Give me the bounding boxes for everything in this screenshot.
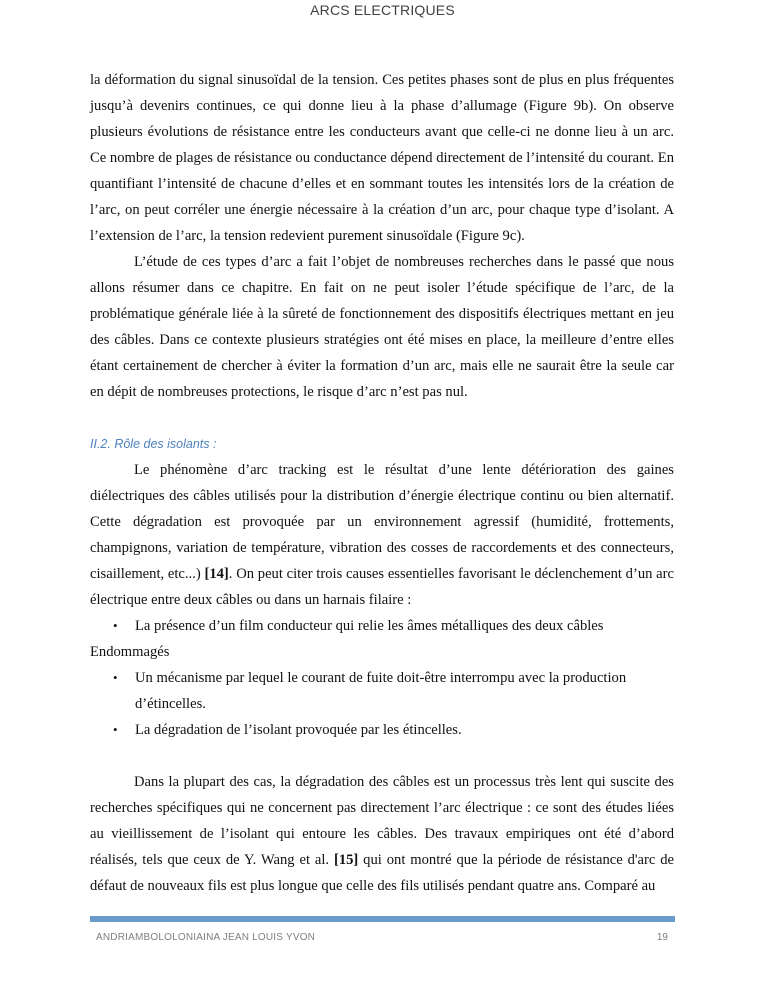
section-heading: II.2. Rôle des isolants : (90, 437, 217, 451)
bullet-icon: • (113, 670, 118, 685)
footer-divider (90, 916, 675, 922)
paragraph-arc-studies: L’étude de ces types d’arc a fait l’objet de nombreuses recherches dans le passé que nous allons résumer dans ce chapitre. En fait on ne peut isoler l’étude spécifique de l’arc, de la problématique générale liée à la sûreté de fonctionnement des dispositifs électriques mettant en jeu des câbles. Dans ce contexte plusieurs stratégies ont été mises en place, la meilleure d’entre elles étant certainement de chercher à éviter la formation d’un arc, mais elle ne saurait être la seule car en dépit de nombreuses protections, le risque d’arc n’est pas nul. (90, 254, 674, 400)
bullet-icon: • (113, 722, 118, 737)
bullet-icon: • (113, 618, 118, 633)
spacer (90, 743, 674, 769)
paragraph-cable-degradation (90, 769, 674, 899)
document-body (90, 67, 674, 899)
list-item (90, 613, 674, 639)
list-item-continuation: Endommagés (90, 644, 170, 660)
spacer (90, 405, 674, 431)
paragraph-cable-degradation-text-end: qui ont montré que la période de résistance d'arc de défaut de nouveaux fils est plus longue que celle des fils utilisés pendant quatre ans. Comparé au (90, 852, 675, 894)
list-item-text: La présence d’un film conducteur qui relie les âmes métalliques des deux câbles (135, 618, 604, 634)
page-number: 19 (656, 932, 668, 943)
paragraph-cable-degradation-text: Dans la plupart des cas, la dégradation des câbles est un processus très lent qui suscite des recherches spécifiques qui ne concernent pas directement l’arc électrique : ce sont des études liées au vieillissement de l’isolant qui entoure les câbles. Des travaux empiriques ont été d’abord réalisés, tels que ceux de Y. Wang et al. (90, 774, 674, 868)
paragraph-arc-tracking-text: Le phénomène d’arc tracking est le résultat d’une lente détérioration des gaines diélectriques des câbles utilisés pour la distribution d’énergie électrique continu ou bien alternatif. Cette dégradation est provoquée par un environnement agressif (humidité, frottements, champignons, variation de température, vibration des cosses de raccordements et des connecteurs, cisaillement, etc...) (90, 462, 674, 582)
page-header-title: ARCS ELECTRIQUES (310, 2, 455, 18)
list-item (90, 717, 674, 743)
list-item-text: Un mécanisme par lequel le courant de fuite doit-être interrompu avec la production d’étincelles. (135, 670, 627, 712)
list-item (90, 665, 674, 717)
footer-author: ANDRIAMBOLOLONIAINA JEAN LOUIS YVON (96, 932, 316, 943)
paragraph-arc-tracking-text-end: . On peut citer trois causes essentielles favorisant le déclenchement d’un arc électrique entre deux câbles ou dans un harnais filaire : (90, 566, 674, 608)
list-item-text: La dégradation de l’isolant provoquée par les étincelles. (135, 722, 462, 738)
reference-14: [14] (204, 566, 229, 582)
reference-15: [15] (333, 852, 359, 868)
paragraph-signal-deformation: la déformation du signal sinusoïdal de la tension. Ces petites phases sont de plus en plus fréquentes jusqu’à devenirs continues, ce qui donne lieu à la phase d’allumage (Figure 9b). On observe plusieurs évolutions de résistance entre les conducteurs avant que celle-ci ne donne lieu à un arc. Ce nombre de plages de résistance ou conductance dépend directement de l’intensité du courant. En quantifiant l’intensité de chacune d’elles et en sommant toutes les intensités lors de la création de l’arc, on peut corréler une énergie nécessaire à la création d’un arc, pour chaque type d’isolant. A l’extension de l’arc, la tension redevient purement sinusoïdale (Figure 9c). (90, 72, 674, 244)
paragraph-arc-tracking (90, 457, 674, 613)
